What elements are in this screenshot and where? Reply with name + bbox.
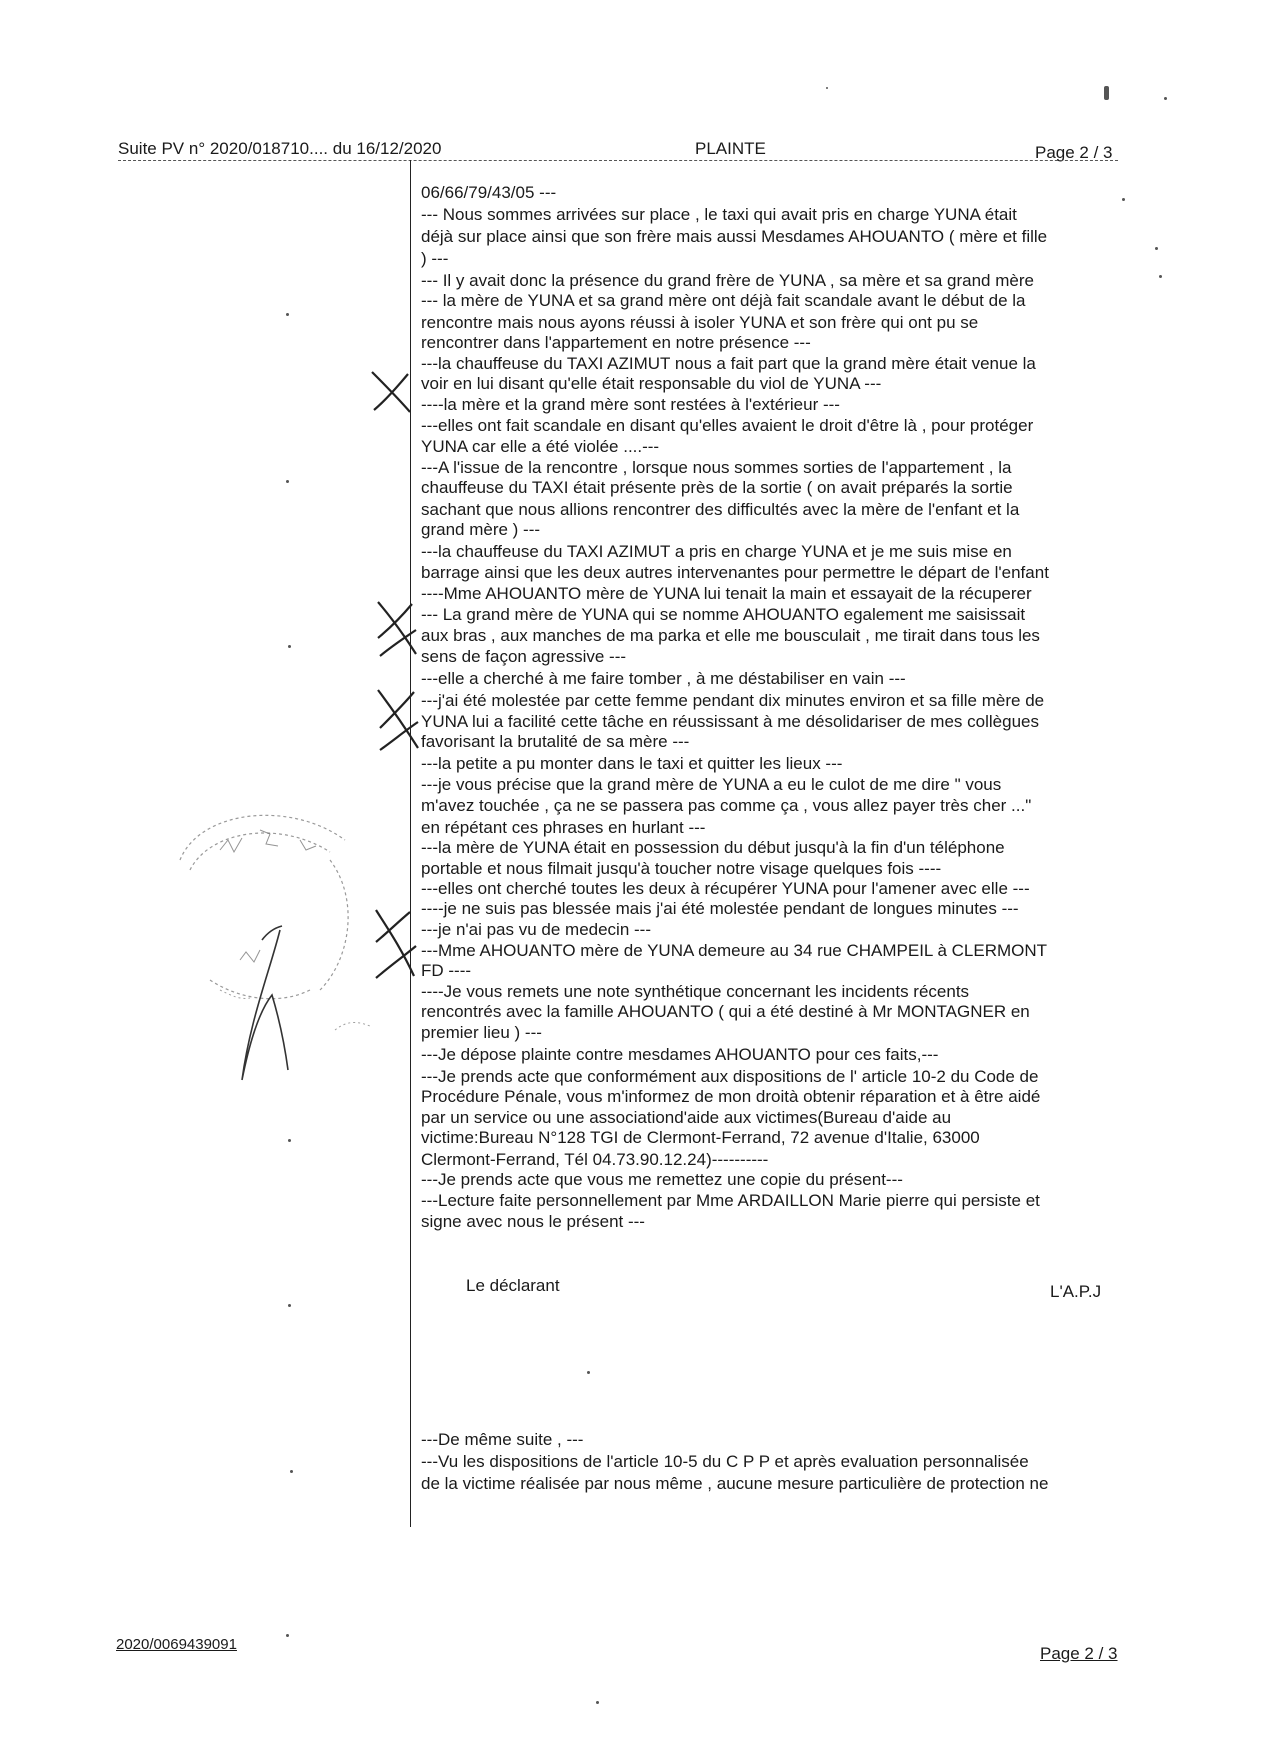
scan-speck [1104, 86, 1109, 100]
complaint-line: ---la petite a pu monter dans le taxi et quitter les lieux --- [421, 754, 843, 773]
complaint-line: --- Il y avait donc la présence du grand frère de YUNA , sa mère et sa grand mère [421, 271, 1034, 290]
header-page-number: Page 2 / 3 [1035, 143, 1113, 162]
complaint-line: rencontre mais nous ayons réussi à isoler YUNA et son frère qui ont pu se [421, 313, 979, 332]
complaint-line: --- La grand mère de YUNA qui se nomme AHOUANTO egalement me saisissait [421, 605, 1026, 624]
complaint-line: ----la mère et la grand mère sont restées à l'extérieur --- [421, 395, 840, 414]
complaint-line: rencontrer dans l'appartement en notre présence --- [421, 333, 811, 352]
complaint-line: favorisant la brutalité de sa mère --- [421, 732, 690, 751]
complaint-line: ---la mère de YUNA était en possession du début jusqu'à la fin d'un téléphone [421, 838, 1005, 857]
scan-speck [288, 1304, 291, 1307]
complaint-line: Procédure Pénale, vous m'informez de mon droità obtenir réparation et à être aidé [421, 1087, 1041, 1106]
complaint-line: YUNA car elle a été violée ....--- [421, 437, 660, 456]
complaint-line: rencontrés avec la famille AHOUANTO ( qui a été destiné à Mr MONTAGNER en [421, 1002, 1030, 1021]
complaint-line: ---la chauffeuse du TAXI AZIMUT a pris en charge YUNA et je me suis mise en [421, 542, 1012, 561]
scan-speck [286, 480, 289, 483]
complaint-line: ---A l'issue de la rencontre , lorsque nous sommes sorties de l'appartement , la [421, 458, 1012, 477]
complaint-line: chauffeuse du TAXI était présente près de la sortie ( on avait préparés la sortie [421, 478, 1013, 497]
header-rule [118, 160, 1118, 161]
header-pv-reference: Suite PV n° 2020/018710.... du 16/12/2020 [118, 139, 442, 158]
complaint-line: ---la chauffeuse du TAXI AZIMUT nous a fait part que la grand mère était venue la [421, 354, 1036, 373]
signature-apj-label: L'A.P.J [1050, 1282, 1102, 1301]
handwritten-initial-mark [372, 686, 426, 754]
footer-reference: 2020/0069439091 [116, 1636, 237, 1653]
complaint-line: ---elles ont fait scandale en disant qu'elles avaient le droit d'être là , pour protéger [421, 416, 1034, 435]
complaint-line: ---elles ont cherché toutes les deux à récupérer YUNA pour l'amener avec elle --- [421, 879, 1030, 898]
continuation-line: ---Vu les dispositions de l'article 10-5 du C P P et après evaluation personnalisée [421, 1452, 1029, 1471]
complaint-line: ---Lecture faite personnellement par Mme ARDAILLON Marie pierre qui persiste et [421, 1191, 1040, 1210]
complaint-line: premier lieu ) --- [421, 1023, 542, 1042]
complaint-line: grand mère ) --- [421, 520, 541, 539]
scan-speck [1122, 198, 1125, 201]
footer-page-number: Page 2 / 3 [1040, 1644, 1118, 1663]
complaint-line: ---je n'ai pas vu de medecin --- [421, 920, 651, 939]
complaint-line: barrage ainsi que les deux autres intervenantes pour permettre le départ de l'enfant [421, 563, 1049, 582]
handwritten-initial-mark [372, 598, 424, 660]
scan-speck [286, 313, 289, 316]
complaint-line: m'avez touchée , ça ne se passera pas comme ça , vous allez payer très cher ..." [421, 796, 1032, 815]
complaint-line: ) --- [421, 249, 449, 268]
scan-speck [826, 87, 828, 89]
scan-speck [596, 1701, 599, 1704]
complaint-line: --- Nous sommes arrivées sur place , le taxi qui avait pris en charge YUNA était [421, 205, 1017, 224]
complaint-line: ----je ne suis pas blessée mais j'ai été molestée pendant de longues minutes --- [421, 899, 1019, 918]
scan-speck [290, 1470, 293, 1473]
complaint-line: en répétant ces phrases en hurlant --- [421, 818, 706, 837]
complaint-line: ----Je vous remets une note synthétique concernant les incidents récents [421, 982, 970, 1001]
scan-speck [587, 1371, 590, 1374]
complaint-line: ---je vous précise que la grand mère de YUNA a eu le culot de me dire " vous [421, 775, 1002, 794]
header-document-type: PLAINTE [695, 139, 766, 158]
complaint-line: 06/66/79/43/05 --- [421, 183, 557, 202]
complaint-line: ---elle a cherché à me faire tomber , à me déstabiliser en vain --- [421, 669, 906, 688]
continuation-line: de la victime réalisée par nous même , aucune mesure particulière de protection ne [421, 1474, 1049, 1493]
scan-speck [1164, 97, 1167, 100]
complaint-line: ---j'ai été molestée par cette femme pendant dix minutes environ et sa fille mère de [421, 691, 1045, 710]
scan-speck [288, 1139, 291, 1142]
scan-speck [1159, 275, 1162, 278]
complaint-line: voir en lui disant qu'elle était responsable du viol de YUNA --- [421, 374, 882, 393]
handwritten-initial-mark [364, 366, 420, 418]
complaint-line: sachant que nous allions rencontrer des difficultés avec la mère de l'enfant et la [421, 500, 1020, 519]
scan-speck [1155, 247, 1158, 250]
complaint-line: sens de façon agressive --- [421, 647, 627, 666]
faded-official-stamp [150, 790, 380, 1090]
complaint-line: signe avec nous le présent --- [421, 1212, 645, 1231]
signature-declarant-label: Le déclarant [466, 1276, 560, 1295]
complaint-line: FD ---- [421, 961, 472, 980]
complaint-line: portable et nous filmait jusqu'à toucher notre visage quelques fois ---- [421, 859, 942, 878]
complaint-line: ---Je prends acte que conformément aux dispositions de l' article 10-2 du Code de [421, 1067, 1039, 1086]
complaint-line: par un service ou une associationd'aide aux victimes(Bureau d'aide au [421, 1108, 952, 1127]
complaint-line: Clermont-Ferrand, Tél 04.73.90.12.24)---------- [421, 1150, 769, 1169]
scan-speck [286, 1634, 289, 1637]
complaint-line: --- la mère de YUNA et sa grand mère ont déjà fait scandale avant le début de la [421, 291, 1026, 310]
complaint-line: déjà sur place ainsi que son frère mais aussi Mesdames AHOUANTO ( mère et fille [421, 227, 1048, 246]
complaint-line: victime:Bureau N°128 TGI de Clermont-Ferrand, 72 avenue d'Italie, 63000 [421, 1128, 980, 1147]
complaint-line: ---Je dépose plainte contre mesdames AHOUANTO pour ces faits,--- [421, 1045, 939, 1064]
scan-speck [288, 645, 291, 648]
complaint-line: ---Je prends acte que vous me remettez une copie du présent--- [421, 1170, 903, 1189]
complaint-line: aux bras , aux manches de ma parka et elle me bousculait , me tirait dans tous les [421, 626, 1040, 645]
continuation-line: ---De même suite , --- [421, 1430, 584, 1449]
complaint-line: ----Mme AHOUANTO mère de YUNA lui tenait la main et essayait de la récuperer [421, 584, 1032, 603]
complaint-line: ---Mme AHOUANTO mère de YUNA demeure au 34 rue CHAMPEIL à CLERMONT [421, 941, 1048, 960]
complaint-line: YUNA lui a facilité cette tâche en réussissant à me désolidariser de mes collègues [421, 712, 1039, 731]
